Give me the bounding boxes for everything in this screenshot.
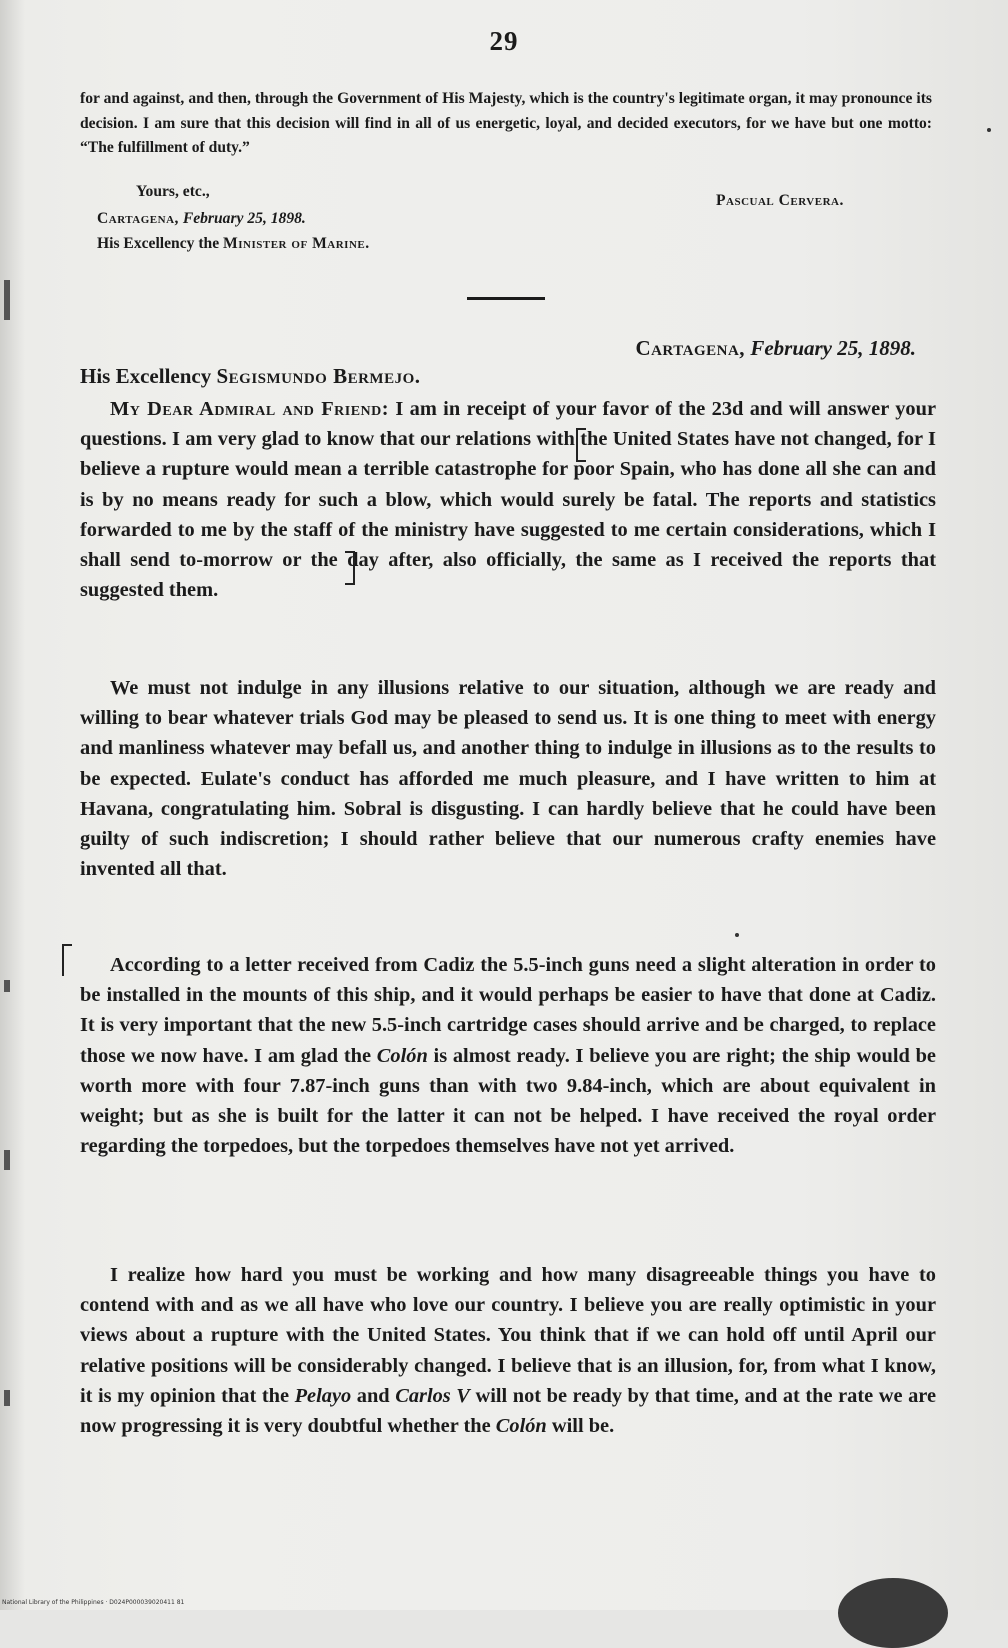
p4-part-b: will not be ready by that time, and at the rate we are now progressing it is very doubtful whether the xyxy=(80,1384,937,1438)
page-number: 29 xyxy=(489,26,519,56)
binding-edge xyxy=(0,280,18,1380)
section-divider xyxy=(467,297,545,300)
letter2-place: Cartagena, xyxy=(635,336,746,360)
letter1-addressee xyxy=(97,235,370,253)
letter2-dateline xyxy=(635,336,916,361)
letter2-paragraph-2: We must not indulge in any illusions relative to our situation, although we are ready and willing to bear whatever trials God may be pleased to send us. It is one thing to meet with energy and manliness whatever may befall us, and another thing to indulge in illusions as to the results to be expected. Eulate's conduct has afforded me much pleasure, and I have written to him at Havana, congratulating him. Sobral is disgusting. I can hardly believe that he could have been guilty of such indiscretion; I should rather believe that our numerous crafty enemies have invented all that. xyxy=(80,677,936,881)
letter2-paragraph-3 xyxy=(80,950,936,1161)
margin-bracket-paragraph xyxy=(62,944,72,976)
p1-intro: I am in receipt of your favor of the 23d and will answer your questions. xyxy=(80,398,936,451)
letter2-addressee-name: Segismundo Bermejo. xyxy=(216,364,421,388)
letter2-addressee-prefix: His Excellency xyxy=(80,364,212,388)
letter1-date: February 25, 1898. xyxy=(182,210,306,227)
letter1-dateline xyxy=(97,210,306,228)
p4-and: and xyxy=(356,1384,390,1407)
p4-end: will be. xyxy=(551,1415,615,1438)
scan-footer: National Library of the Philippines · D024P000039020411 81 xyxy=(2,1599,185,1606)
letter1-closing-paragraph: for and against, and then, through the Government of His Majesty, which is the country's legitimate organ, it may pronounce its decision. I am sure that this decision will find in all of us energetic, loyal, and decided executors, for we have but one motto: “The fulfillment of duty.” xyxy=(80,90,932,156)
letter1-yours: Yours, etc., xyxy=(136,183,210,200)
letter1-addressee-prefix: His Excellency the xyxy=(97,235,220,252)
letter2-paragraph-4 xyxy=(80,1260,936,1441)
p3-part-a: According to a letter received from Cadiz the 5.5-inch guns need a slight alteration in order to be installed in the mounts of this ship, and it would perhaps be easier to have that done at Cadiz. It is very important that the new 5.5-inch cartridge cases should arrive and be charged, to replace those we now have. I am glad the xyxy=(80,954,936,1067)
margin-bracket-open xyxy=(576,428,586,462)
p3-part-b: is almost ready. I believe you are right; the ship would be worth more with four 7.87-inch guns than with two 9.84-inch, which are about equivalent in weight; but as she is built for the latter it can not be helped. I have received the royal order regarding the torpedoes, but the torpedoes themselves have not yet arrived. xyxy=(80,1044,936,1158)
scan-corner-shadow xyxy=(838,1578,948,1648)
ship-colon: Colón xyxy=(376,1044,428,1067)
letter2-date: February 25, 1898. xyxy=(750,336,916,360)
margin-bracket-close xyxy=(345,551,355,585)
binding-mark xyxy=(4,980,10,992)
letter1-place: Cartagena, xyxy=(97,210,179,227)
speck-mark xyxy=(987,128,991,132)
p1-bracketed: I am very glad to know that our relations with the United States have not changed, for I believe a rupture would mean a terrible catastrophe for poor Spain, who has done all she can and is by no means ready for such a blow, which would surely be fatal. xyxy=(80,428,936,511)
letter1-addressee-title: Minister of Marine. xyxy=(223,235,370,252)
binding-mark xyxy=(4,280,10,320)
letter2-paragraph-1 xyxy=(80,394,936,605)
ship-pelayo: Pelayo xyxy=(294,1384,352,1407)
p1-rest: The reports and statistics forwarded to me by the staff of the ministry have suggested to me certain considerations, which I shall send to-morrow or the day after, also officially, the same as I received the reports that suggested them. xyxy=(80,488,936,602)
letter2-addressee xyxy=(80,364,421,389)
ship-carlos: Carlos V xyxy=(395,1384,470,1407)
binding-mark xyxy=(4,1150,10,1170)
letter1-signature: Pascual Cervera. xyxy=(716,192,844,209)
salutation: My Dear Admiral and Friend: xyxy=(110,398,390,420)
p4-part-a: I realize how hard you must be working and how many disagreeable things you have to contend with and as we all have who love our country. I believe you are really optimistic in your views about a rupture with the United States. You think that if we can hold off until April our relative positions will be considerably changed. I believe that is an illusion, for, from what I know, it is my opinion that the xyxy=(80,1264,936,1407)
speck-mark xyxy=(735,933,739,937)
binding-mark xyxy=(4,1390,10,1406)
ship-colon-2: Colón xyxy=(495,1415,547,1438)
